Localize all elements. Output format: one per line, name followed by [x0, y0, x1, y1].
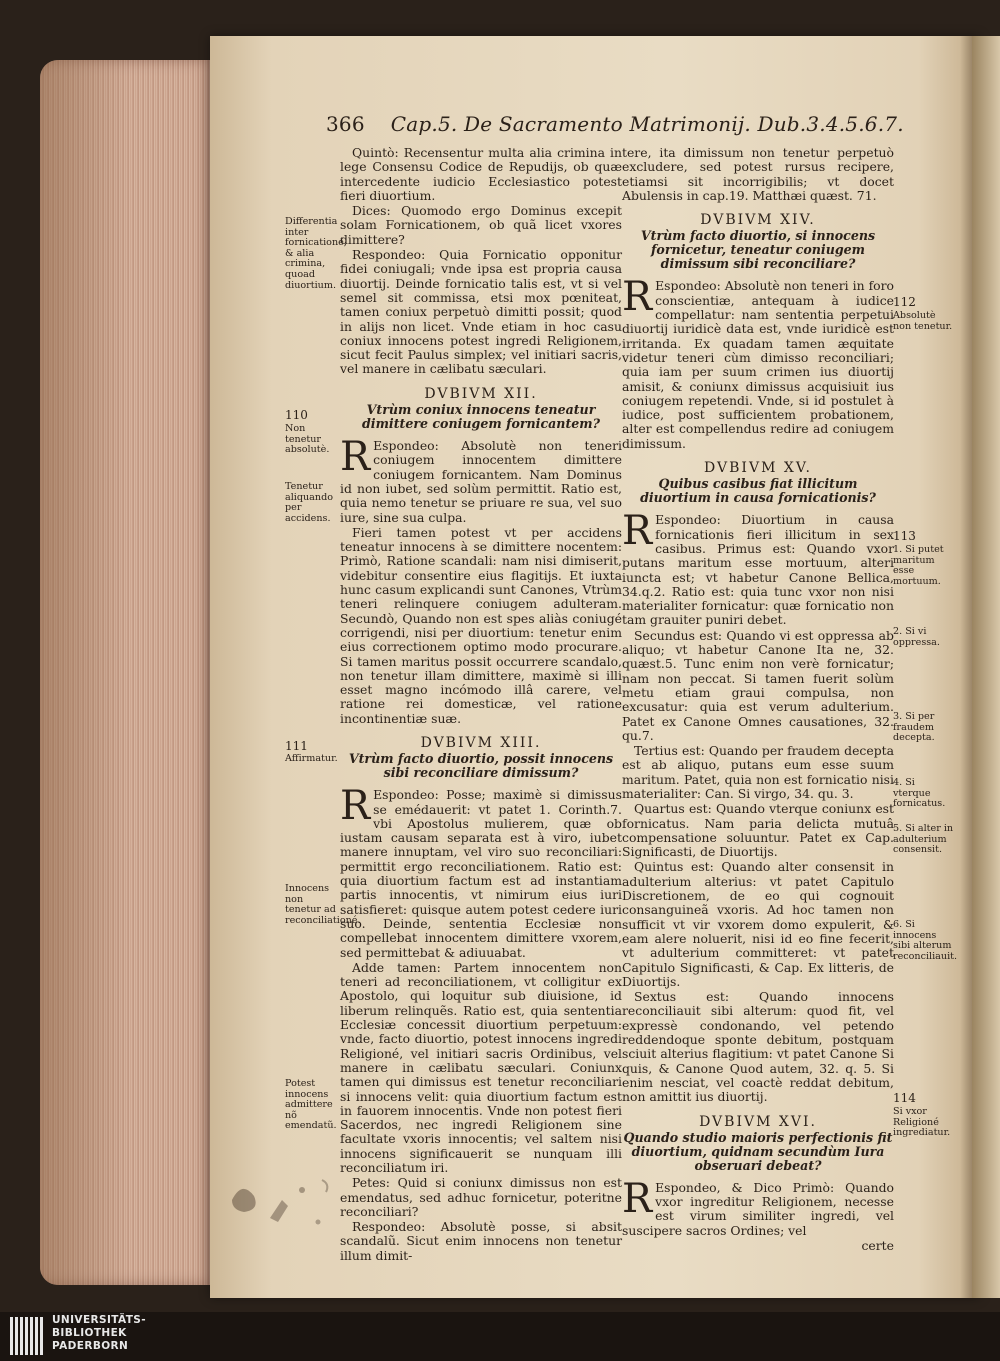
margin-note: 6. Si innocens sibi alterum reconciliauit.	[893, 919, 958, 962]
paragraph: R Espondeo: Posse; maximè si dimissus se emédauerit: vt patet 1. Corinth.7. vbi Apostolus mulierem, quæ ob iustam causam separata est à viro, iubet manere innuptam, vel viro suo reconciliari: permittit ergo reconciliationem. Ratio est: quia diuortium factum est ad instantiam partis innocentis, vt nimirum eius iuri satisfieret: quisque autem potest cedere iuri suo. Deinde, sententia Ecclesiæ non compellebat innocentem dimittere vxorem, sed permittebat & adiuuabat.	[340, 783, 622, 960]
running-header	[326, 112, 904, 136]
facing-page-edge	[972, 36, 1000, 1298]
paragraph: R Espondeo, & Dico Primò: Quando vxor ingreditur Religionem, necesse est virum similiter ingredi, vel suscipere sacros Ordines; vel	[622, 1175, 894, 1238]
paragraph: Quartus est: Quando vterque coniunx est fornicatus. Nam paria delicta mutuâ compensatione soluuntur. Patet ex Cap. Significasti, de Diuortijs.	[622, 801, 894, 860]
section-question: Quibus casibus fiat illicitum diuortium in causa fornicationis?	[640, 476, 876, 506]
edge-shading	[40, 60, 130, 1285]
paragraph: R Espondeo: Diuortium in causa fornicationis fieri illicitum in sex casibus. Primus est: Quando vxor putans maritum esse mortuum, alteri iuncta est; vt habetur Canone Bellica, 34.q.2. Ratio est: quia tunc vxor non nisi materialiter fornicatur: quæ fornicatio non tam grauiter puniri debet.	[622, 508, 894, 628]
paragraph: Petes: Quid si coniunx dimissus non est emendatus, sed adhuc fornicetur, poteritne reconciliari?	[340, 1175, 622, 1219]
paragraph: Respondeo: Absolutè posse, si absit scandalũ. Sicut enim innocens non tenetur illum dimit-	[340, 1219, 622, 1263]
paragraph: Tertius est: Quando per fraudem decepta est ab aliquo, putans eum esse suum maritum. Patet, quia non est fornicatio nisi materialiter: Can. Si virgo, 34. qu. 3.	[622, 743, 894, 801]
margin-note: 2. Si vi oppressa.	[893, 626, 940, 648]
section-heading: DVBIVM XIV.	[700, 212, 816, 229]
margin-note: Si vxor Religioné ingrediatur.	[893, 1106, 951, 1139]
paragraph: R Espondeo: Absolutè non teneri in foro conscientiæ, antequam à iudice compellatur: nam sententia perpetui diuortij iuridicè data est, vnde iuridicè est irritanda. Ex quadam tamen æquitate videtur teneri cùm dimisso reconciliari; quia iam per suum crimen ius diuortij amisit, & coniunx dimissus acquisiuit ius coniugem repetendi. Vnde, si id postulet à iudice, post sufficientem probationem, alter est compellendus redire ad coniugem dimissum.	[622, 274, 894, 451]
left-column	[340, 146, 622, 1264]
margin-note: Affirmatur.	[285, 753, 338, 764]
ink-smudge	[222, 1160, 342, 1240]
section-question: Vtrùm facto diuortio, si innocens fornicetur, teneatur coniugem dimissum sibi reconciliare?	[640, 228, 876, 272]
margin-note: 5. Si alter in adulterium consensit.	[893, 823, 954, 856]
margin-number: 112	[893, 295, 916, 309]
paragraph: Adde tamen: Partem innocentem non teneri ad reconciliationem, vt colligitur ex Apostolo, qui loquitur sub diuisione, id liberum relinquẽs. Ratio est, quia sententia Ecclesiæ concessit diuortium perpetuum: vnde, facto diuortio, potest innocens ingredi Religioné, vel initiari sacris Ordinibus, vel manere in cælibatu sæculari. Coniunx tamen qui dimissus est tenetur reconciliari si innocens velit: quia diuortium factum est in fauorem innocentis. Vnde non potest fieri Sacerdos, nec ingredi Religionem sine facultate vxoris innocentis; vel saltem nisi innocens significauerit se nunquam illi reconciliatum iri.	[340, 959, 622, 1175]
section-heading: DVBIVM XII.	[424, 385, 538, 402]
margin-number: 113	[893, 529, 916, 543]
paragraph: Sextus est: Quando innocens reconciliauit sibi alterum: quod fit, vel expressè condonando, vel petendo reddendoque sponte debitum, postquam sciuit alterius flagitium: vt patet Canone Si quis, & Canone Quod autem, 32. q. 5. Si enim nesciat, vel coactè reddat debitum, non amittit ius diuortij.	[622, 989, 894, 1105]
margin-number: 114	[893, 1091, 916, 1105]
section-heading: DVBIVM XV.	[704, 460, 812, 477]
section-heading: DVBIVM XVI.	[699, 1113, 817, 1130]
library-logo-icon	[10, 1317, 46, 1355]
catchword: certe	[861, 1238, 894, 1253]
paragraph: Quintus est: Quando alter consensit in adulterium alterius: vt patet Capitulo Discretionem, de eo qui cognouit consanguineã vxoris. Ad hoc tamen non sufficit vt vir vxorem domo expulerit, & eam alere noluerit, nisi id eo fine fecerit, vt adulterium committeret: vt patet Capitulo Significasti, & Cap. Ex litteris, de Diuortijs.	[622, 859, 894, 989]
drop-cap: R	[340, 434, 371, 481]
section-heading: DVBIVM XIII.	[420, 734, 542, 751]
drop-cap: R	[622, 1175, 653, 1222]
drop-cap: R	[622, 274, 653, 321]
margin-note: Tenetur aliquando per accidens.	[285, 481, 333, 524]
margin-number: 111	[285, 739, 308, 753]
paragraph: Secundus est: Quando vi est oppressa ab aliquo; vt habetur Canone Ita ne, 32. quæst.5. Tunc enim non verè fornicatur; nam non peccat. Si tamen fuerit solùm metu etiam graui compulsa, non excusatur: quia est verum adulterium. Patet ex Canone Omnes causationes, 32. qu.7.	[622, 627, 894, 743]
paragraph: Dices: Quomodo ergo Dominus excepit solam Fornicationem, ob quã licet vxores dimittere?	[340, 203, 622, 247]
margin-note: Non tenetur absolutè.	[285, 423, 330, 456]
page-number: 366	[326, 112, 365, 136]
paragraph: Quintò: Recensentur multa alia crimina in lege Consensu Codice de Repudijs, ob quæ intercedente iudicio Ecclesiastico potest fieri diuortium.	[340, 145, 622, 203]
margin-note: 1. Si putet maritum esse mortuum.	[893, 544, 944, 587]
library-footer	[0, 1312, 1000, 1361]
margin-note: 3. Si per fraudem decepta.	[893, 711, 935, 744]
library-name: UNIVERSITÄTS- BIBLIOTHEK PADERBORN	[52, 1314, 147, 1352]
header-title: Cap.5. De Sacramento Matrimonij. Dub.3.4.5.6.7.	[390, 112, 904, 136]
margin-note: Absolutè non tenetur.	[893, 310, 953, 332]
paragraph: tere, ita dimissum non tenetur perpetuò excludere, sed potest rursus recipere, etiamsi sit incorrigibilis; vt docet Abulensis in cap.19. Matthæi quæst. 71.	[622, 145, 894, 203]
right-column	[622, 146, 894, 1254]
drop-cap: R	[340, 783, 371, 830]
paragraph: Respondeo: Quia Fornicatio opponitur fidei coniugali; vnde ipsa est propria causa diuortij. Deinde fornicatio talis est, vt si vel semel sit commissa, etsi mox pœniteat, tamen coniux perpetuò dimitti possit; quod in alijs non licet. Vnde etiam in hoc casu coniux innocens potest ingredi Religionem, sicut fecit Paulus simplex; vel initiari sacris, vel manere in cælibatu sæculari.	[340, 247, 622, 377]
paragraph: R Espondeo: Absolutè non teneri coniugem innocentem dimittere coniugem fornicantem. Nam Dominus id non iubet, sed solùm permittit. Ratio est, quia nemo tenetur se priuare re sua, vel suo iure, sine sua culpa.	[340, 434, 622, 525]
margin-note: Potest innocens admittere nõ emendatũ.	[285, 1078, 337, 1132]
drop-cap: R	[622, 508, 653, 555]
section-question: Vtrùm coniux innocens teneatur dimittere coniugem fornicantem?	[362, 402, 600, 432]
paragraph: Fieri tamen potest vt per accidens teneatur innocens à se dimittere nocentem: Primò, Ratione scandali: nam nisi dimiserit, videbitur consentire eius flagitijs. Et iuxta hunc casum explicandi sunt Canones, Vtrùm teneri relinquere coniugem adulteram. Secundò, Quando non est spes aliàs coniugé corrigendi, nisi per diuortium: tenetur enim eius correctionem optimo modo procurare. Si tamen maritus possit occurrere scandalo, non tenetur illam dimittere, maximè si illi esset magno incómodo illâ carere, vel ratione rei domesticæ, vel ratione incontinentiæ suæ.	[340, 524, 622, 726]
margin-note: 4. Si vterque fornicatus.	[893, 777, 946, 810]
section-question: Quando studio maioris perfectionis fit diuortium, quidnam secundùm Iura obseruari debeat?	[623, 1129, 893, 1173]
margin-number: 110	[285, 408, 308, 422]
margin-note: Differentia inter fornicationé, & alia crimina, quoad diuortium.	[285, 216, 347, 291]
section-question: Vtrùm facto diuortio, possit innocens sibi reconciliare dimissum?	[348, 751, 614, 781]
margin-note: Innocens non tenetur ad reconciliationé.	[285, 883, 361, 926]
